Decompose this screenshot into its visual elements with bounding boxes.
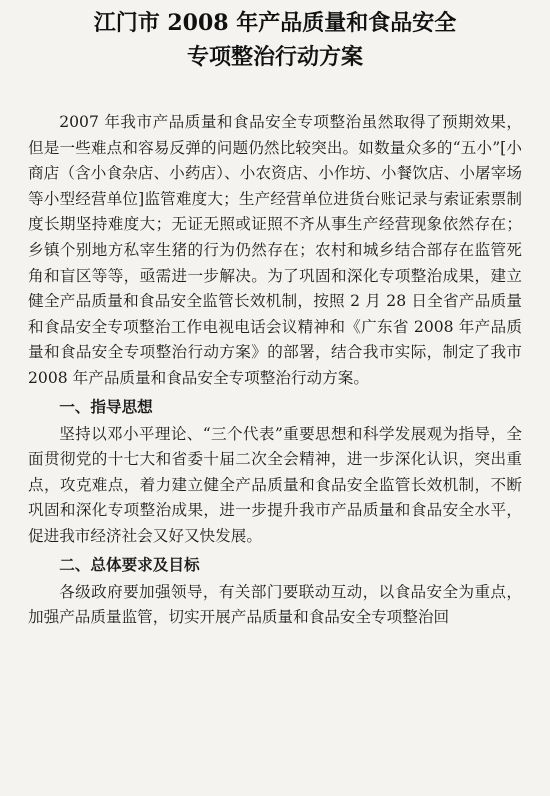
title-line-2: 专项整治行动方案 — [186, 44, 363, 70]
document-title — [28, 6, 522, 74]
section-1-paragraph: 坚持以邓小平理论、“三个代表”重要思想和科学发展观为指导，全面贯彻党的十七大和省委十届二次全会精神，进一步深化认识，突出重点，攻克难点，着力建立健全产品质量和食品安全监管长效机制，不断巩固和深化专项整治成果，进一步提升我市产品质量和食品安全水平，促进我市经济社会又好又快发展。 — [28, 424, 522, 545]
section-2-paragraph: 各级政府要加强领导，有关部门要联动互动，以食品安全为重点，加强产品质量监管，切实开展产品质量和食品安全专项整治回 — [28, 582, 522, 627]
section-1-heading: 一、指导思想 — [59, 397, 153, 416]
intro-paragraph: 2007 年我市产品质量和食品安全专项整治虽然取得了预期效果，但是一些难点和容易反弹的问题仍然比较突出。如数量众多的“五小”[小商店（含小食杂店、小药店）、小农资店、小作坊、小餐饮店、小屠宰场等小型经营单位]监管难度大；生产经营单位进货台账记录与索证索票制度长期坚持难度大；无证无照或证照不齐从事生产经营现象依然存在；乡镇个别地方私宰生猪的行为仍然存在；农村和城乡结合部存在监管死角和盲区等等，亟需进一步解决。为了巩固和深化专项整治成果，建立健全产品质量和食品安全监管长效机制，按照 2 月 28 日全省产品质量和食品安全专项整治工作电视电话会议精神和《广东省 2008 年产品质量和食品安全专项整治行动方案》的部署，结合我市实际，制定了我市 2008 年产品质量和食品安全专项整治行动方案。 — [28, 113, 522, 387]
section-2-heading: 二、总体要求及目标 — [59, 555, 200, 574]
title-line-1: 江门市 2008 年产品质量和食品安全 — [93, 10, 457, 36]
document-body — [28, 110, 522, 631]
